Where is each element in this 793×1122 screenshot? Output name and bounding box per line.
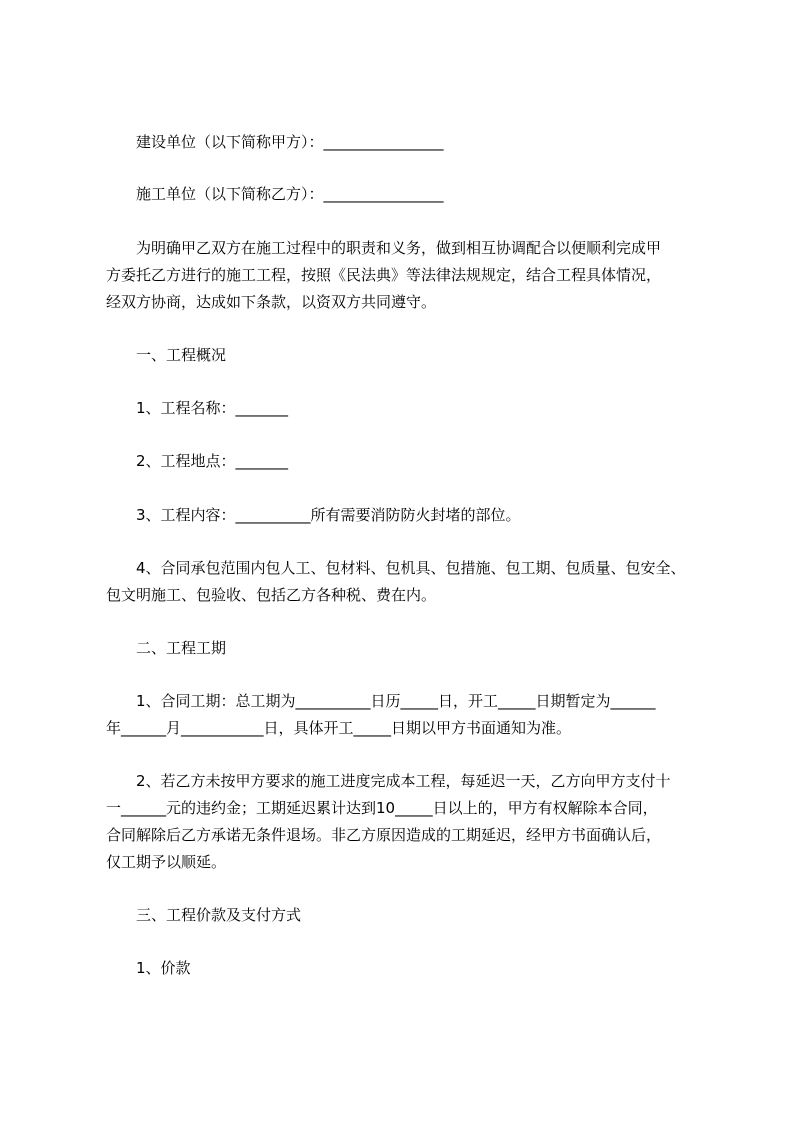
section-1-item-3: 3、工程内容：__________所有需要消防防火封堵的部位。 <box>136 506 521 524</box>
section-2-heading: 二、工程工期 <box>136 639 227 657</box>
section-3-heading: 三、工程价款及支付方式 <box>136 906 302 924</box>
intro-line-3: 经双方协商，达成如下条款，以资双方共同遵守。 <box>106 293 437 311</box>
section-2-item-2-line-2: 一______元的违约金；工期延迟累计达到10_____日以上的，甲方有权解除本合同， <box>106 799 658 817</box>
section-1-item-2: 2、工程地点：_______ <box>136 452 289 470</box>
section-1-item-1: 1、工程名称：_______ <box>136 399 289 417</box>
section-2-item-2-line-4: 仅工期予以顺延。 <box>106 853 227 871</box>
section-1-item-4-line-1: 4、合同承包范围内包人工、包材料、包机具、包措施、包工期、包质量、包安全、 <box>136 559 686 577</box>
section-1-heading: 一、工程概况 <box>136 346 227 364</box>
intro-line-1: 为明确甲乙双方在施工过程中的职责和义务，做到相互协调配合以便顺利完成甲 <box>136 239 662 257</box>
section-2-item-1-line-2: 年______月___________日，具体开工_____日期以甲方书面通知为准。 <box>106 719 572 737</box>
section-1-item-4-line-2: 包文明施工、包验收、包括乙方各种税、费在内。 <box>106 586 437 604</box>
intro-line-2: 方委托乙方进行的施工工程，按照《民法典》等法律法规规定，结合工程具体情况， <box>106 266 662 284</box>
section-2-item-2-line-1: 2、若乙方未按甲方要求的施工进度完成本工程，每延迟一天，乙方向甲方支付十 <box>136 772 671 790</box>
section-2-item-2-line-3: 合同解除后乙方承诺无条件退场。非乙方原因造成的工期延迟，经甲方书面确认后， <box>106 826 662 844</box>
party-a-line: 建设单位（以下简称甲方）：________________ <box>136 133 444 151</box>
section-3-item-1: 1、价款 <box>136 959 191 977</box>
section-2-item-1-line-1: 1、合同工期：总工期为__________日历_____日，开工_____日期暂定为______ <box>136 692 656 710</box>
party-b-line: 施工单位（以下简称乙方）：________________ <box>136 185 444 203</box>
